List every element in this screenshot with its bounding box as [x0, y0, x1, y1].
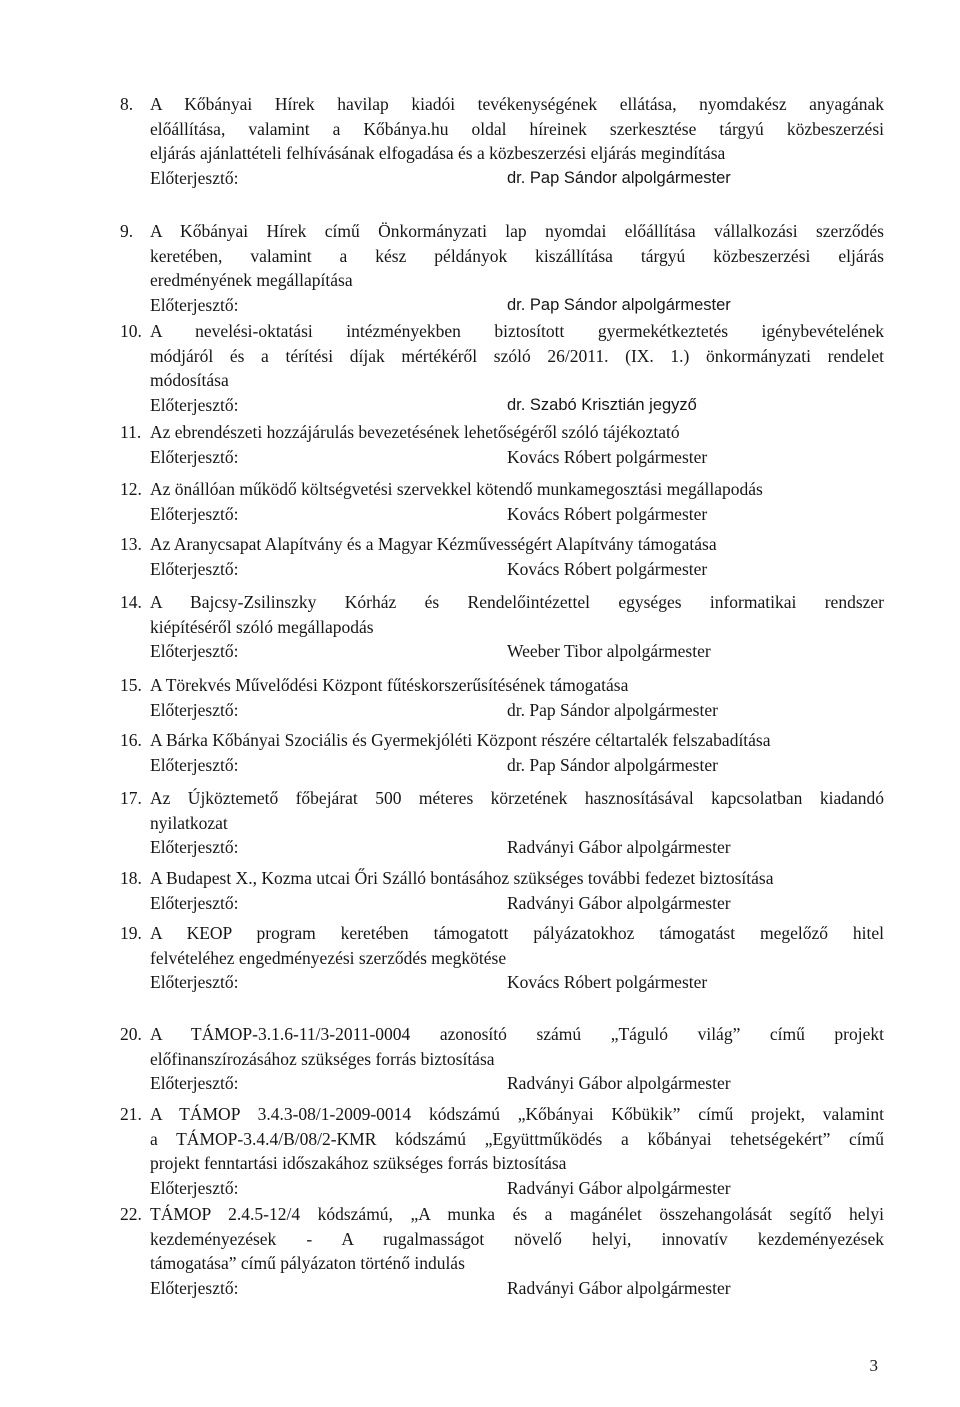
item-number: 10. [120, 321, 142, 341]
presenter-name: dr. Pap Sándor alpolgármester [507, 295, 731, 314]
item-number: 17. [120, 788, 142, 808]
presenter-row [150, 502, 884, 527]
agenda-item [108, 219, 884, 317]
presenter-row [150, 970, 884, 995]
item-title [150, 786, 884, 835]
presenter-row [150, 698, 884, 723]
item-title [150, 728, 884, 753]
presenter-name: Radványi Gábor alpolgármester [507, 1177, 731, 1198]
presenter-label: Előterjesztő: [150, 1073, 239, 1093]
item-title-line: A TÁMOP-3.1.6-11/3-2011-0004 azonosító számú „Táguló világ” című projekt [150, 1024, 884, 1044]
item-title-line: Az ebrendészeti hozzájárulás bevezetésének lehetőségéről szóló tájékoztató [150, 422, 680, 442]
presenter-label: Előterjesztő: [150, 446, 239, 467]
item-title-line: TÁMOP 2.4.5-12/4 kódszámú, „A munka és a magánélet összehangolását segítő helyi [150, 1204, 884, 1224]
item-number: 14. [120, 592, 142, 612]
item-number: 15. [120, 675, 142, 695]
agenda-item [108, 673, 884, 722]
presenter-label: Előterjesztő: [150, 1277, 239, 1298]
presenter-row [150, 166, 884, 191]
presenter-name: Radványi Gábor alpolgármester [507, 892, 731, 913]
item-title-line: A Budapest X., Kozma utcai Őri Szálló bontásához szükséges további fedezet biztosítása [150, 868, 774, 888]
item-number: 12. [120, 479, 142, 499]
item-title-line: eredményének megállapítása [150, 270, 353, 290]
presenter-name: Kovács Róbert polgármester [507, 972, 708, 992]
item-title-line: előállítása, valamint a Kőbánya.hu oldal híreinek szerkesztése tárgyú közbeszerzési [150, 118, 884, 139]
item-title-line: A Törekvés Művelődési Központ fűtéskorszerűsítésének támogatása [150, 675, 629, 695]
item-title [150, 532, 884, 557]
page-number: 3 [869, 1356, 878, 1375]
item-number: 13. [120, 534, 142, 554]
presenter-name: dr. Pap Sándor alpolgármester [507, 699, 718, 720]
item-title-line: Az Újköztemető főbejárat 500 méteres körzetének hasznosításával kapcsolatban kiadandó [150, 788, 884, 808]
presenter-label: Előterjesztő: [150, 167, 239, 188]
item-title-line: A TÁMOP 3.4.3-08/1-2009-0014 kódszámú „Kőbányai Kőbükik” című projekt, valamint [150, 1104, 884, 1124]
presenter-label: Előterjesztő: [150, 503, 239, 524]
agenda-item [108, 420, 884, 469]
item-title [150, 219, 884, 293]
item-title-line: projekt fenntartási időszakához szükséges forrás biztosítása [150, 1153, 567, 1173]
item-title-line: Az Aranycsapat Alapítvány és a Magyar Kézművességért Alapítvány támogatása [150, 534, 717, 554]
presenter-row [150, 1071, 884, 1096]
presenter-row [150, 639, 884, 664]
presenter-label: Előterjesztő: [150, 754, 239, 775]
presenter-name: Kovács Róbert polgármester [507, 558, 708, 579]
item-title-line: eljárás ajánlattételi felhívásának elfogadása és a közbeszerzési eljárás megindítása [150, 143, 726, 163]
item-title-line: kezdeményezések - A rugalmasságot növelő helyi, innovatív kezdeményezések [150, 1228, 884, 1249]
agenda-item [108, 921, 884, 995]
item-number: 16. [120, 730, 142, 750]
presenter-label: Előterjesztő: [150, 699, 239, 720]
agenda-item [108, 477, 884, 526]
item-title [150, 420, 884, 445]
agenda-item [108, 319, 884, 417]
item-title-line: A KEOP program keretében támogatott pályázatokhoz támogatást megelőző hitel [150, 923, 884, 943]
presenter-row [150, 891, 884, 916]
agenda-item [108, 866, 884, 915]
presenter-name: Radványi Gábor alpolgármester [507, 1277, 731, 1298]
item-title-line: nyilatkozat [150, 812, 228, 833]
item-title [150, 1202, 884, 1276]
item-title-line: támogatása” című pályázaton történő indulás [150, 1253, 465, 1273]
item-title [150, 477, 884, 502]
agenda-item [108, 1022, 884, 1096]
presenter-row [150, 753, 884, 778]
item-title-line: módjáról és a térítési díjak mértékéről szóló 26/2011. (IX. 1.) önkormányzati rendelet [150, 345, 884, 366]
presenter-row [150, 1276, 884, 1301]
presenter-name: Radványi Gábor alpolgármester [507, 1073, 731, 1093]
presenter-name: Radványi Gábor alpolgármester [507, 837, 731, 857]
presenter-name: Kovács Róbert polgármester [507, 503, 708, 524]
item-title-line: A Bárka Kőbányai Szociális és Gyermekjóléti Központ részére céltartalék felszabadítása [150, 730, 771, 750]
presenter-label: Előterjesztő: [150, 558, 239, 579]
item-number: 11. [120, 422, 142, 442]
presenter-label: Előterjesztő: [150, 892, 239, 913]
agenda-item [108, 92, 884, 190]
item-title-line: A Kőbányai Hírek havilap kiadói tevékenységének ellátása, nyomdakész anyagának [150, 94, 884, 114]
item-title-line: előfinanszírozásához szükséges forrás biztosítása [150, 1048, 495, 1069]
item-number: 18. [120, 868, 142, 888]
presenter-label: Előterjesztő: [150, 294, 239, 315]
item-title-line: kiépítéséről szóló megállapodás [150, 616, 374, 637]
presenter-label: Előterjesztő: [150, 394, 239, 415]
presenter-name: dr. Szabó Krisztián jegyző [507, 395, 697, 414]
presenter-row [150, 293, 884, 318]
item-title [150, 319, 884, 393]
item-number: 20. [120, 1024, 142, 1044]
item-title-line: a TÁMOP-3.4.4/B/08/2-KMR kódszámú „Együttműködés a kőbányai tehetségekért” című [150, 1128, 884, 1149]
item-title-line: A Bajcsy-Zsilinszky Kórház és Rendelőintézettel egységes informatikai rendszer [150, 592, 884, 612]
agenda-item [108, 532, 884, 581]
item-title [150, 1102, 884, 1176]
item-title [150, 1022, 884, 1071]
presenter-label: Előterjesztő: [150, 1177, 239, 1198]
item-title-line: A Kőbányai Hírek című Önkormányzati lap nyomdai előállítása vállalkozási szerződés [150, 221, 884, 241]
item-title [150, 92, 884, 166]
presenter-row [150, 393, 884, 418]
presenter-name: dr. Pap Sándor alpolgármester [507, 168, 731, 187]
presenter-label: Előterjesztő: [150, 837, 239, 857]
presenter-row [150, 557, 884, 582]
agenda-item [108, 590, 884, 664]
item-title-line: módosítása [150, 370, 229, 390]
agenda-item [108, 786, 884, 860]
item-title [150, 590, 884, 639]
item-number: 9. [120, 221, 134, 241]
item-title [150, 921, 884, 970]
item-number: 21. [120, 1104, 142, 1124]
item-number: 19. [120, 923, 142, 943]
presenter-row [150, 1176, 884, 1201]
presenter-label: Előterjesztő: [150, 641, 239, 661]
item-title-line: keretében, valamint a kész példányok kiszállítása tárgyú közbeszerzési eljárás [150, 245, 884, 266]
presenter-label: Előterjesztő: [150, 972, 239, 992]
presenter-row [150, 445, 884, 470]
presenter-name: Weeber Tibor alpolgármester [507, 641, 711, 661]
item-title-line: felvételéhez engedményezési szerződés megkötése [150, 947, 507, 968]
item-title-line: A nevelési-oktatási intézményekben biztosított gyermekétkeztetés igénybevételének [150, 321, 884, 341]
agenda-item [108, 1202, 884, 1300]
item-title-line: Az önállóan működő költségvetési szervekkel kötendő munkamegosztási megállapodás [150, 479, 763, 499]
presenter-name: Kovács Róbert polgármester [507, 446, 708, 467]
agenda-item [108, 728, 884, 777]
item-number: 22. [120, 1204, 142, 1224]
presenter-row [150, 835, 884, 860]
item-title [150, 866, 884, 891]
item-number: 8. [120, 94, 134, 114]
item-title [150, 673, 884, 698]
agenda-item [108, 1102, 884, 1200]
presenter-name: dr. Pap Sándor alpolgármester [507, 754, 718, 775]
